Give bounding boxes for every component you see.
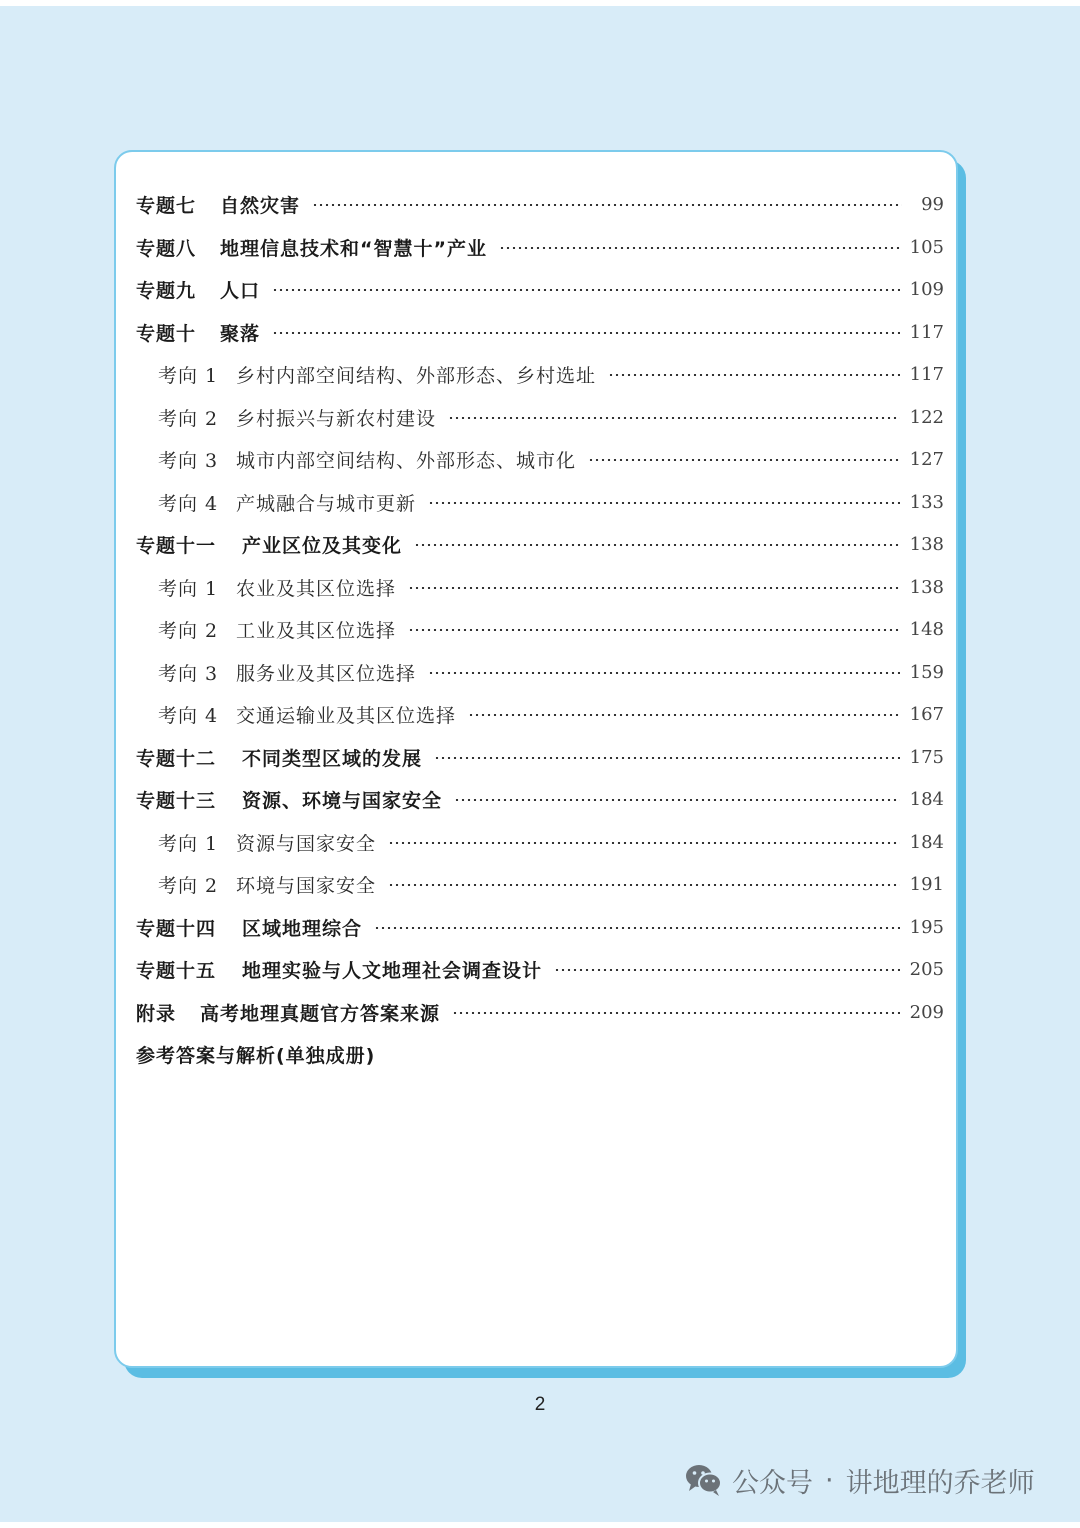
toc-subtopic-row xyxy=(158,487,944,517)
toc-subtopic-title: 农业及其区位选择 xyxy=(236,577,397,600)
toc-dot-leader xyxy=(428,672,900,674)
toc-dot-leader xyxy=(272,332,900,334)
wechat-icon xyxy=(684,1462,724,1498)
toc-page-number: 184 xyxy=(909,831,944,853)
toc-topic-number: 专题十三 xyxy=(136,789,217,812)
toc-page-number: 138 xyxy=(909,576,944,598)
watermark-account-name: 讲地理的乔老师 xyxy=(845,1467,1035,1499)
toc-subtopic-number: 考向 4 xyxy=(158,704,219,727)
toc-subtopic-row xyxy=(158,699,944,729)
toc-subtopic-title: 交通运输业及其区位选择 xyxy=(236,704,457,727)
toc-topic-row xyxy=(136,954,944,984)
toc-page-number: 205 xyxy=(909,958,944,980)
toc-subtopic-row xyxy=(158,402,944,432)
toc-topic-row xyxy=(136,912,944,942)
toc-topic-number: 参考答案与解析(单独成册) xyxy=(136,1044,376,1067)
toc-topic-row xyxy=(136,232,944,262)
toc-topic-number: 专题十五 xyxy=(136,959,217,982)
toc-subtopic-number: 考向 1 xyxy=(158,832,219,855)
toc-topic-number: 专题十二 xyxy=(136,747,217,770)
watermark xyxy=(684,1458,1035,1502)
toc-page-number: 167 xyxy=(909,703,944,725)
toc-page-number: 184 xyxy=(909,788,944,810)
toc-topic-row xyxy=(136,274,944,304)
toc-page-number: 159 xyxy=(909,661,944,683)
toc-page-number: 117 xyxy=(909,321,944,343)
toc-page-number: 148 xyxy=(909,618,944,640)
toc-page-number: 122 xyxy=(909,406,944,428)
toc-subtopic-title: 工业及其区位选择 xyxy=(236,619,397,642)
toc-subtopic-row xyxy=(158,614,944,644)
toc-subtopic-row xyxy=(158,359,944,389)
toc-dot-leader xyxy=(454,799,900,801)
toc-topic-number: 专题九 xyxy=(136,279,197,302)
toc-page-number: 133 xyxy=(909,491,944,513)
bottom-border-strip xyxy=(0,1522,1080,1528)
toc-subtopic-number: 考向 2 xyxy=(158,874,219,897)
toc-topic-number: 专题十四 xyxy=(136,917,217,940)
toc-topic-row xyxy=(136,997,944,1027)
toc-dot-leader xyxy=(452,1012,900,1014)
toc-subtopic-number: 考向 3 xyxy=(158,449,219,472)
toc-subtopic-number: 考向 1 xyxy=(158,577,219,600)
toc-page-number: 105 xyxy=(909,236,944,258)
toc-subtopic-number: 考向 2 xyxy=(158,619,219,642)
toc-subtopic-title: 城市内部空间结构、外部形态、城市化 xyxy=(236,449,577,472)
toc-topic-number: 专题七 xyxy=(136,194,197,217)
toc-subtopic-title: 乡村内部空间结构、外部形态、乡村选址 xyxy=(236,364,597,387)
toc-dot-leader xyxy=(388,842,900,844)
watermark-account-label: 公众号 xyxy=(732,1467,813,1499)
toc-subtopic-row xyxy=(158,444,944,474)
toc-page-number: 127 xyxy=(909,448,944,470)
toc-topic-row xyxy=(136,784,944,814)
toc-dot-leader xyxy=(408,629,900,631)
toc-subtopic-row xyxy=(158,657,944,687)
toc-topic-title: 资源、环境与国家安全 xyxy=(242,789,443,812)
toc-subtopic-title: 产城融合与城市更新 xyxy=(236,492,417,515)
toc-topic-number: 专题十 xyxy=(136,322,197,345)
toc-subtopic-number: 考向 1 xyxy=(158,364,219,387)
toc-page-number: 117 xyxy=(909,363,944,385)
toc-page-number: 191 xyxy=(909,873,944,895)
toc-topic-title: 高考地理真题官方答案来源 xyxy=(200,1002,441,1025)
toc-subtopic-number: 考向 3 xyxy=(158,662,219,685)
toc-topic-row xyxy=(136,1039,944,1069)
toc-dot-leader xyxy=(414,544,900,546)
toc-page-number: 175 xyxy=(909,746,944,768)
toc-dot-leader xyxy=(608,374,900,376)
toc-dot-leader xyxy=(374,927,900,929)
top-border-strip xyxy=(0,0,1080,6)
toc-subtopic-title: 环境与国家安全 xyxy=(236,874,377,897)
toc-topic-title: 不同类型区域的发展 xyxy=(242,747,423,770)
toc-topic-title: 聚落 xyxy=(220,322,261,345)
toc-topic-title: 区域地理综合 xyxy=(242,917,363,940)
toc-subtopic-number: 考向 2 xyxy=(158,407,219,430)
toc-page-number: 99 xyxy=(921,193,944,215)
toc-dot-leader xyxy=(388,884,900,886)
toc-subtopic-title: 乡村振兴与新农村建设 xyxy=(236,407,437,430)
toc-topic-row xyxy=(136,742,944,772)
toc-topic-number: 附录 xyxy=(136,1002,177,1025)
toc-topic-title: 自然灾害 xyxy=(220,194,301,217)
toc-subtopic-row xyxy=(158,827,944,857)
toc-dot-leader xyxy=(499,247,900,249)
toc-dot-leader xyxy=(408,587,900,589)
toc-page-number: 138 xyxy=(909,533,944,555)
toc-topic-title: 人口 xyxy=(220,279,261,302)
toc-dot-leader xyxy=(468,714,900,716)
toc-dot-leader xyxy=(554,969,900,971)
toc-topic-row xyxy=(136,189,944,219)
toc-dot-leader xyxy=(588,459,900,461)
toc-topic-title: 地理实验与人文地理社会调查设计 xyxy=(242,959,543,982)
toc-page-number: 209 xyxy=(909,1001,944,1023)
toc-page-number: 195 xyxy=(909,916,944,938)
toc-dot-leader xyxy=(312,204,902,206)
watermark-separator: · xyxy=(825,1464,834,1496)
toc-dot-leader xyxy=(272,289,900,291)
toc-topic-number: 专题八 xyxy=(136,237,197,260)
toc-page-number: 109 xyxy=(909,278,944,300)
toc-subtopic-title: 资源与国家安全 xyxy=(236,832,377,855)
toc-topic-number: 专题十一 xyxy=(136,534,217,557)
page-number: 2 xyxy=(534,1394,546,1415)
toc-dot-leader xyxy=(448,417,900,419)
toc-subtopic-number: 考向 4 xyxy=(158,492,219,515)
toc-subtopic-row xyxy=(158,869,944,899)
toc-subtopic-title: 服务业及其区位选择 xyxy=(236,662,417,685)
toc-dot-leader xyxy=(428,502,900,504)
toc-subtopic-row xyxy=(158,572,944,602)
toc-topic-row xyxy=(136,529,944,559)
toc-topic-row xyxy=(136,317,944,347)
toc-topic-title: 地理信息技术和“智慧十”产业 xyxy=(220,237,487,260)
toc-dot-leader xyxy=(434,757,900,759)
toc-topic-title: 产业区位及其变化 xyxy=(242,534,403,557)
